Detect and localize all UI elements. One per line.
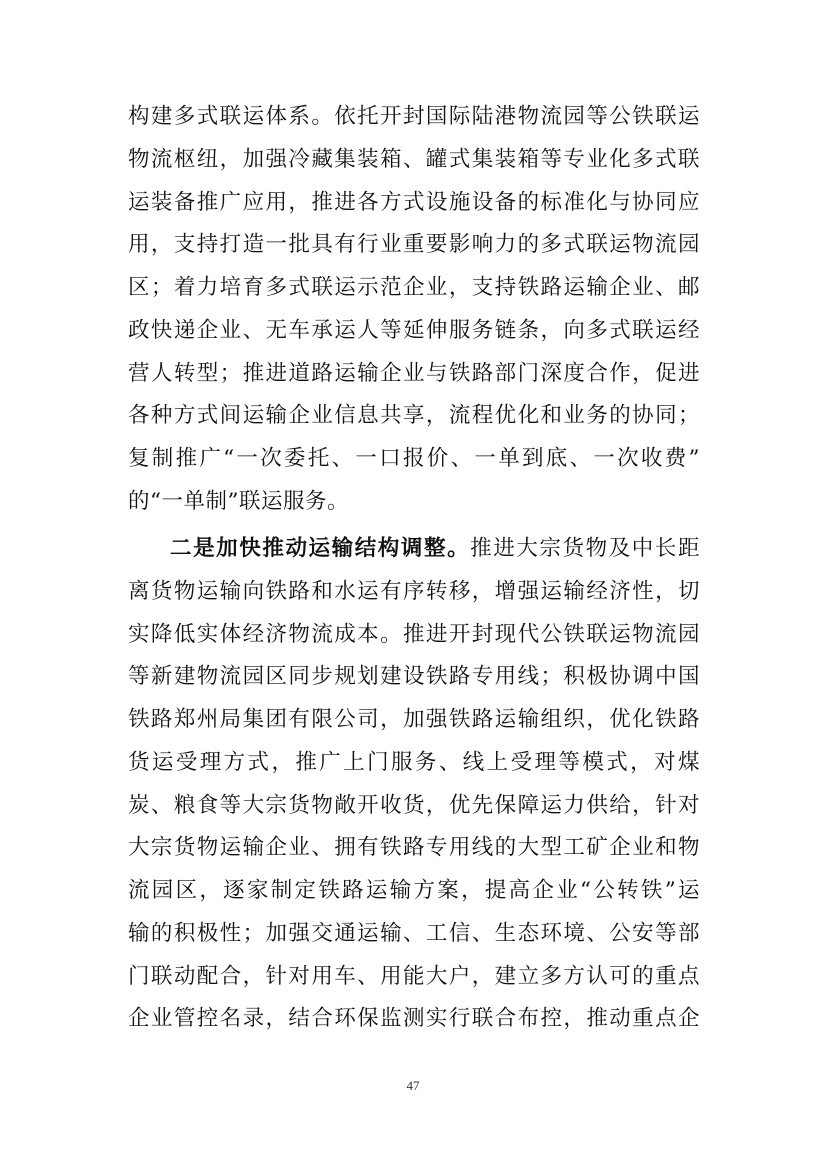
body-text-line: 政快递企业、无车承运人等延伸服务链条，向多式联运经 <box>128 318 700 343</box>
body-text-line: 运装备推广应用，推进各方式设施设备的标准化与协同应 <box>128 190 700 215</box>
body-text-line: 离货物运输向铁路和水运有序转移，增强运输经济性，切 <box>128 579 700 604</box>
body-text-line: 实降低实体经济物流成本。推进开封现代公铁联运物流园 <box>128 622 700 647</box>
body-text-line: 构建多式联运体系。依托开封国际陆港物流园等公铁联运 <box>128 104 700 129</box>
body-text-line: 营人转型；推进道路运输企业与铁路部门深度合作，促进 <box>128 361 700 386</box>
body-text-line: 复制推广“一次委托、一口报价、一单到底、一次收费” <box>128 446 700 471</box>
paragraph-first-line-text: 推进大宗货物及中长距 <box>470 536 700 561</box>
page-number: 47 <box>406 1078 420 1093</box>
body-text-line: 用，支持打造一批具有行业重要影响力的多式联运物流园 <box>128 232 700 257</box>
body-text-line: 的“一单制”联运服务。 <box>128 489 349 514</box>
body-text-line: 输的积极性；加强交通运输、工信、生态环境、公安等部 <box>128 921 700 946</box>
body-text-line: 门联动配合，针对用车、用能大户，建立多方认可的重点 <box>128 964 700 989</box>
body-text-line: 企业管控名录，结合环保监测实行联合布控，推动重点企 <box>128 1006 700 1031</box>
body-text-line: 货运受理方式，推广上门服务、线上受理等模式，对煤 <box>128 750 700 775</box>
body-text-line: 炭、粮食等大宗货物敞开收货，优先保障运力供给，针对 <box>128 793 700 818</box>
body-text-line: 铁路郑州局集团有限公司，加强铁路运输组织，优化铁路 <box>128 707 700 732</box>
body-text-line: 等新建物流园区同步规划建设铁路专用线；积极协调中国 <box>128 664 700 689</box>
body-text-line: 流园区，逐家制定铁路运输方案，提高企业“公转铁”运 <box>128 878 700 903</box>
body-text-line: 物流枢纽，加强冷藏集装箱、罐式集装箱等专业化多式联 <box>128 147 700 172</box>
body-text-line: 区；着力培育多式联运示范企业，支持铁路运输企业、邮 <box>128 275 700 300</box>
body-text-line: 大宗货物运输企业、拥有铁路专用线的大型工矿企业和物 <box>128 835 700 860</box>
paragraph-first-line <box>170 529 700 569</box>
body-text-line: 各种方式间运输企业信息共享，流程优化和业务的协同； <box>128 403 700 428</box>
paragraph-heading: 二是加快推动运输结构调整。 <box>170 536 471 561</box>
